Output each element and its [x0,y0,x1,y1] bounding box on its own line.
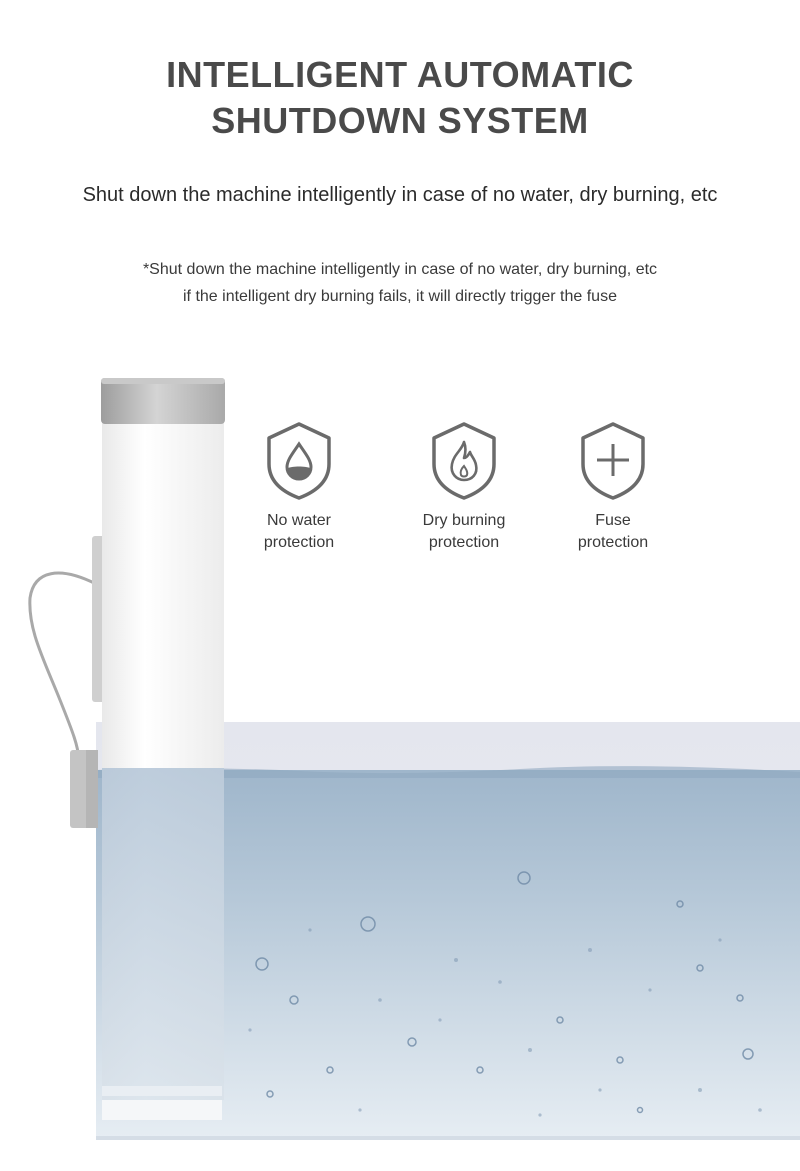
footnote-line-2: if the intelligent dry burning fails, it will directly trigger the fuse [183,288,617,305]
feature-label-line-2: protection [428,534,500,551]
feature-label-line-1: No water [266,512,332,529]
page-title [0,52,800,144]
title-line-2: SHUTDOWN SYSTEM [211,100,589,141]
feature-label-line-1: Dry burning [422,512,506,529]
feature-label-line-2: protection [263,534,335,551]
feature-fuse [533,420,693,554]
flame-shield-icon [428,420,500,502]
plus-shield-icon [577,420,649,502]
feature-label [219,510,379,554]
footnote-line-1: *Shut down the machine intelligently in case of no water, dry burning, etc [142,261,658,278]
feature-label-line-1: Fuse [595,512,631,529]
feature-label-line-2: protection [577,534,649,551]
feature-dry-burning [384,420,544,554]
title-line-1: INTELLIGENT AUTOMATIC [166,54,634,95]
subtitle: Shut down the machine intelligently in case of no water, dry burning, etc [82,184,718,206]
feature-no-water [219,420,379,554]
feature-label [384,510,544,554]
protection-features [0,420,800,560]
footnote [0,256,800,310]
water-drop-shield-icon [263,420,335,502]
feature-label [533,510,693,554]
